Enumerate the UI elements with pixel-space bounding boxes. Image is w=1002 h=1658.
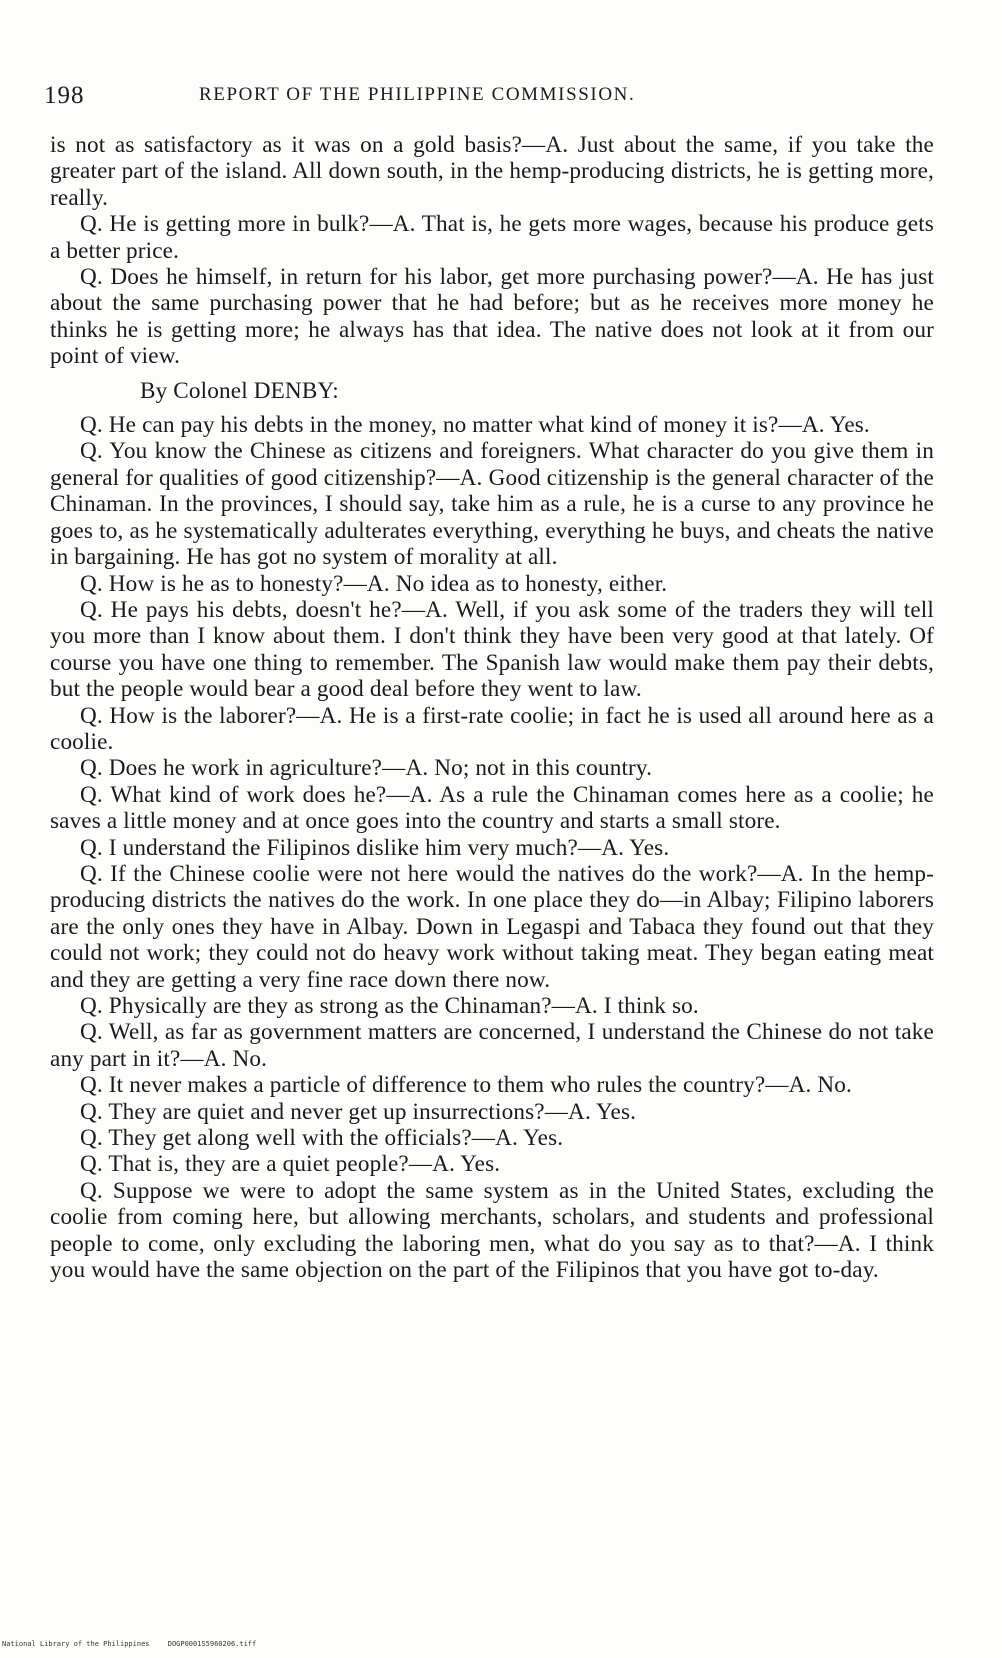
paragraph: Q. Well, as far as government matters are concerned, I understand the Chinese do not take any part in it?—A. No.	[50, 1019, 934, 1072]
paragraph: Q. If the Chinese coolie were not here would the natives do the work?—A. In the hemp-producing districts the natives do the work. In one place they do—in Albay; Filipino laborers are the only ones they have in Albay. Down in Legaspi and Tabaca they found out that they could not work; they could not do heavy work without taking meat. They began eating meat and they are getting a very fine race down there now.	[50, 860, 934, 993]
paragraph: Q. He can pay his debts in the money, no matter what kind of money it is?—A. Yes.	[80, 412, 870, 439]
paragraph: Q. They get along well with the officials?—A. Yes.	[80, 1125, 564, 1152]
scan-footer	[2, 1640, 402, 1648]
paragraph: Q. He is getting more in bulk?—A. That is, he gets more wages, because his produce gets a better price.	[50, 211, 934, 264]
paragraph: Q. Does he himself, in return for his labor, get more purchasing power?—A. He has just about the same purchasing power that he had before; but as he receives more money he thinks he is getting more; he always has that idea. The native does not look at it from our point of view.	[50, 264, 934, 370]
library-name: National Library of the Philippines	[2, 1640, 150, 1648]
page-header	[44, 78, 934, 118]
paragraph: Q. What kind of work does he?—A. As a rule the Chinaman comes here as a coolie; he saves a little money and at once goes into the country and starts a small store.	[50, 781, 934, 835]
body-text	[50, 132, 934, 1283]
running-title: REPORT OF THE PHILIPPINE COMMISSION.	[199, 84, 636, 105]
paragraph: Q. Suppose we were to adopt the same system as in the United States, excluding the coolie from coming here, but allowing merchants, scholars, and students and professional people to come, only excluding the laboring men, what do you say as to that?—A. I think you would have the same objection on the part of the Filipinos that you have got to-day.	[50, 1177, 934, 1284]
paragraph: is not as satisfactory as it was on a gold basis?—A. Just about the same, if you take the greater part of the island. All down south, in the hemp-producing districts, he is getting more, really.	[50, 132, 934, 211]
paragraph: Q. How is he as to honesty?—A. No idea as to honesty, either.	[80, 570, 668, 597]
page-number: 198	[44, 82, 85, 109]
paragraph: Q. They are quiet and never get up insurrections?—A. Yes.	[80, 1098, 637, 1125]
paragraph: Q. How is the laborer?—A. He is a first-rate coolie; in fact he is used all around here as a coolie.	[50, 702, 934, 755]
paragraph: Q. Does he work in agriculture?—A. No; not in this country.	[80, 755, 653, 782]
speaker-heading: By Colonel DENBY:	[140, 377, 339, 404]
paragraph: Q. It never makes a particle of difference to them who rules the country?—A. No.	[80, 1072, 852, 1099]
paragraph: Q. That is, they are a quiet people?—A. Yes.	[80, 1151, 501, 1178]
paragraph: Q. You know the Chinese as citizens and foreigners. What character do you give them in general for qualities of good citizenship?—A. Good citizenship is the general character of the Chinaman. In the provinces, I should say, take him as a rule, he is a curse to any province he goes to, as he systematically adulterates everything, everything he buys, and cheats the native in bargaining. He has got no system of morality at all.	[50, 438, 934, 571]
paragraph: Q. He pays his debts, doesn't he?—A. Well, if you ask some of the traders they will tell you more than I know about them. I don't think they have been very good at that lately. Of course you have one thing to remember. The Spanish law would make them pay their debts, but the people would bear a good deal before they went to law.	[50, 596, 934, 703]
file-name: DOGP0001S5960206.tiff	[167, 1640, 257, 1648]
paragraph: Q. I understand the Filipinos dislike him very much?—A. Yes.	[80, 834, 670, 861]
paragraph: Q. Physically are they as strong as the Chinaman?—A. I think so.	[80, 993, 699, 1019]
